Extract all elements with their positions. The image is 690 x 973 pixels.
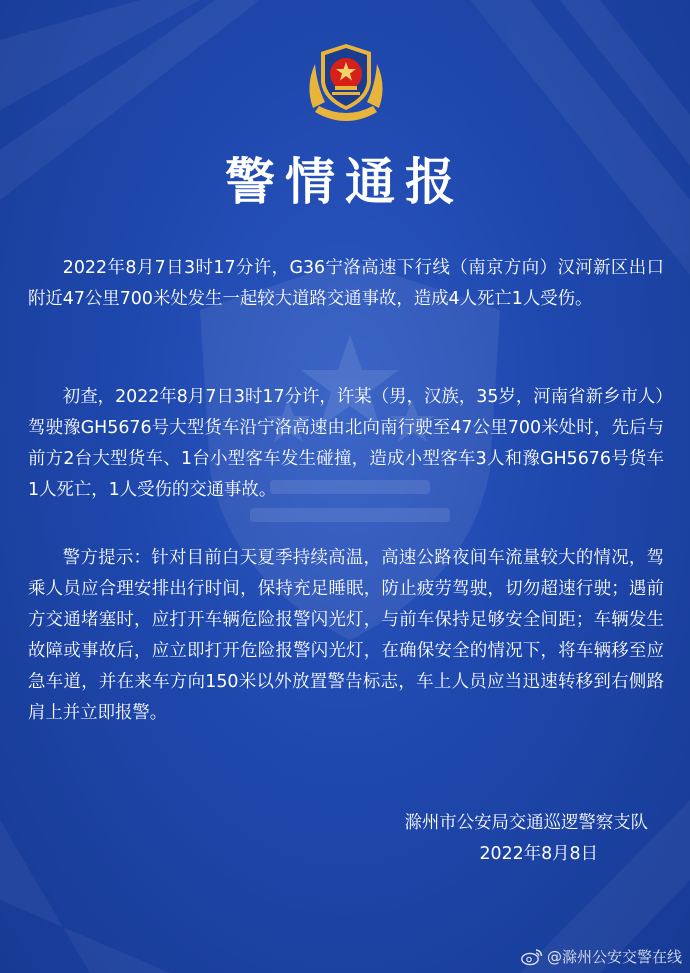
safety-tips-paragraph: 警方提示：针对目前白天夏季持续高温，高速公路夜间车流量较大的情况，驾乘人员应合理安排出行时间，保持充足睡眠，防止疲劳驾驶，切勿超速行驶；遇前方交通堵塞时，应打开车辆危险报警闪光灯，与前车保持足够安全间距；车辆发生故障或事故后，应立即打开危险报警闪光灯，在确保安全的情况下，将车辆移至应急车道，并在来车方向150米以外放置警告标志，车上人员应当迅速转移到右侧路肩上并立即报警。 [28,548,664,723]
weibo-watermark [521,946,682,967]
incident-paragraph: 2022年8月7日3时17分许，G36宁洛高速下行线（南京方向）汉河新区出口附近47公里700米处发生一起较大道路交通事故，造成4人死亡1人受伤。 [28,258,664,309]
signature-organization: 滁州市公安局交通巡逻警察支队 [404,813,648,833]
weibo-account-text: @滁州公安交警在线 [546,948,682,966]
signature-date: 2022年8月8日 [479,844,598,864]
investigation-paragraph: 初查，2022年8月7日3时17分许，许某（男，汉族，35岁，河南省新乡市人）驾驶豫GH5676号大型货车沿宁洛高速由北向南行驶至47公里700米处时，先后与前方2台大型货车、1台小型客车发生碰撞，造成小型客车3人和豫GH5676号货车1人死亡，1人受伤的交通事故。 [28,387,664,500]
weibo-icon [521,948,543,966]
police-emblem-icon [301,38,391,128]
notice-title: 警情通报 [225,153,465,211]
